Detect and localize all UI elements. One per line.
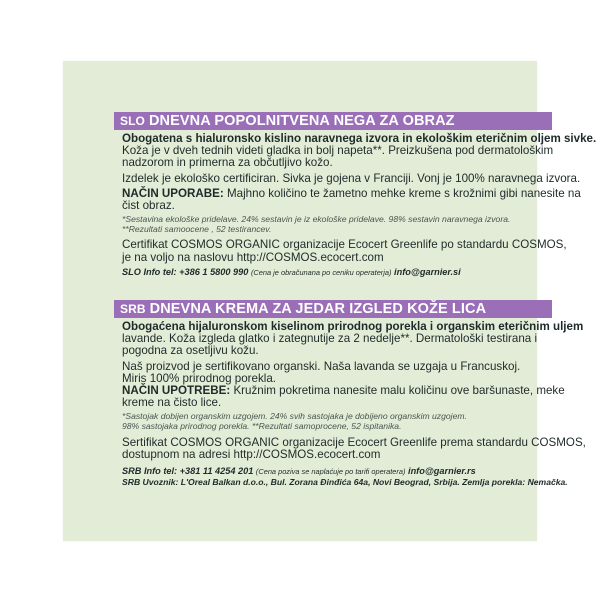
slo-section: [114, 112, 597, 278]
srb-intro-line: pogodna za osetljivu kožu.: [122, 344, 259, 358]
srb-usage-text: kreme na čisto lice.: [122, 396, 222, 410]
slo-info-email: info@garnier.si: [394, 266, 461, 277]
srb-cert-line: Sertifikat COSMOS ORGANIC organizacije Ecocert Greenlife prema standardu COSMOS,: [122, 435, 586, 449]
slo-info-phone: SLO Info tel: +386 1 5800 990: [122, 266, 249, 277]
srb-info-phone: SRB Info tel: +381 11 4254 201: [122, 466, 254, 477]
srb-usage-label: NAČIN UPOTREBE:: [122, 384, 231, 398]
slo-intro-line: nadzorom in primerna za občutljivo kožo.: [122, 156, 333, 170]
srb-cert-line: dostupnom na adresi http://COSMOS.ecocert.com: [122, 447, 381, 461]
slo-cert-line: je na voljo na naslovu http://COSMOS.ecocert.com: [122, 250, 384, 264]
slo-usage-text: čist obraz.: [122, 199, 175, 213]
slo-intro-line: Koža je v dveh tednih videti gladka in bolj napeta**. Preizkušena pod dermatološkim: [122, 144, 554, 158]
slo-title-bar: [114, 112, 552, 130]
slo-usage-label: NAČIN UPORABE:: [122, 186, 224, 200]
srb-title: DNEVNA KREMA ZA JEDAR IZGLED KOŽE LICA: [149, 301, 487, 317]
srb-language-code: SRB: [120, 302, 146, 316]
slo-info-note: (Cena je obračunana po ceniku operaterja): [250, 267, 392, 277]
srb-importer: SRB Uvoznik: L'Oreal Balkan d.o.o., Bul. Zorana Đinđića 64a, Novi Beograd, Srbija. Zemlja porekla: Nemačka.: [122, 477, 568, 488]
srb-footnote: *Sastojak dobijen organskim uzgojem. 24% svih sastojaka je dobijeno organskim uzgojem.: [122, 411, 467, 422]
srb-info-note: (Cena poziva se naplaćuje po tarifi operatera): [255, 467, 406, 477]
slo-cert-line: Certifikat COSMOS ORGANIC organizacije Ecocert Greenlife po standardu COSMOS,: [122, 238, 567, 252]
srb-intro-line: Obogaćena hijaluronskom kiselinom prirodnog porekla i organskim eteričnim uljem: [122, 320, 584, 333]
srb-usage-text: Kružnim pokretima nanesite malu količinu ove baršunaste, meke: [230, 384, 565, 398]
srb-footnote: 98% sastojaka prirodnog porekla. **Rezultati samoprocene, 52 ispitanika.: [122, 421, 402, 432]
srb-eco-line: Naš proizvod je sertifikovano organski. Naša lavanda se uzgaja u Francuskoj.: [122, 359, 521, 373]
srb-info-email: info@garnier.rs: [408, 466, 476, 477]
slo-intro-line: Obogatena s hialuronsko kislino naravnega izvora in ekološkim eteričnim oljem sivke.: [122, 132, 597, 145]
slo-footnote: *Sestavina ekološke pridelave. 24% sestavin je iz ekološke pridelave. 98% sestavin naravnega izvora.: [122, 214, 511, 225]
srb-section: [114, 300, 586, 488]
slo-usage-text: Majhno količino te žametno mehke kreme s krožnimi gibi nanesite na: [223, 186, 581, 200]
srb-eco-line: Miris 100% prirodnog porekla.: [122, 371, 277, 385]
slo-title: DNEVNA POPOLNITVENA NEGA ZA OBRAZ: [148, 113, 455, 129]
slo-eco-line: Izdelek je ekološko certificiran. Sivka je gojena v Franciji. Vonj je 100% naravnega izvora.: [122, 171, 581, 185]
srb-title-bar: [114, 300, 552, 318]
slo-footnote: **Rezultati samoocene , 52 testirancev.: [122, 223, 272, 234]
slo-language-code: SLO: [120, 114, 145, 128]
srb-intro-line: lavande. Koža izgleda glatko i zategnutije za 2 nedelje**. Dermatološki testirana i: [122, 332, 538, 346]
